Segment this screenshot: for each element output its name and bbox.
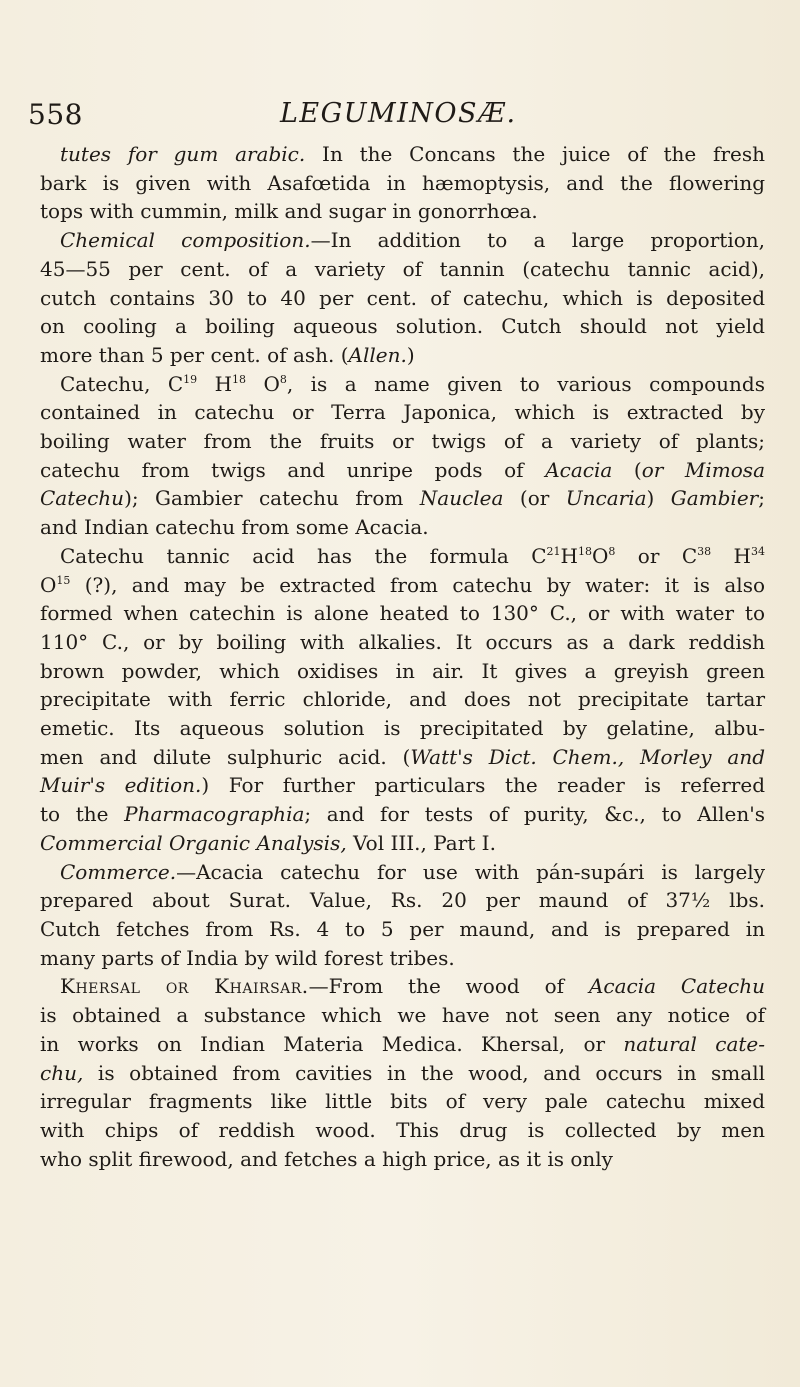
superscript: 18 bbox=[577, 544, 592, 558]
text-run: Nauclea bbox=[419, 486, 504, 511]
text-run: tutes for gum arabic. bbox=[60, 142, 306, 166]
text-line bbox=[40, 685, 765, 714]
text-line bbox=[40, 915, 765, 944]
superscript: 19 bbox=[183, 372, 198, 386]
text-run: Cutch fetches from Rs. 4 to 5 per maund, and is prepared in bbox=[40, 916, 765, 941]
text-run: precipitate with ferric chloride, and does not precipitate tartar bbox=[40, 687, 765, 712]
text-run: Commerce. bbox=[60, 859, 177, 884]
text-run: more than 5 per cent. of ash. ( bbox=[40, 342, 349, 367]
paragraph bbox=[40, 542, 765, 858]
text-run: irregular fragments like little bits of very pale catechu mixed bbox=[40, 1089, 765, 1114]
paragraph bbox=[40, 370, 765, 542]
text-run: boiling water from the fruits or twigs of a variety of plants; bbox=[40, 429, 765, 454]
page-header bbox=[28, 98, 768, 134]
text-run: chu, bbox=[40, 1060, 84, 1085]
text-line bbox=[40, 513, 765, 542]
text-run: ) bbox=[646, 486, 671, 511]
text-run: brown powder, which oxidises in air. It gives a greyish green bbox=[40, 658, 765, 683]
text-run: O bbox=[591, 543, 609, 568]
page-number: 558 bbox=[28, 98, 83, 131]
text-run: O bbox=[40, 572, 57, 597]
text-run: is obtained from cavities in the wood, and occurs in small bbox=[83, 1060, 765, 1085]
text-line bbox=[40, 284, 765, 313]
text-run: to the bbox=[40, 802, 125, 827]
text-run: ) For further particulars the reader is referred bbox=[201, 773, 766, 798]
text-run: prepared about Surat. Value, Rs. 20 per maund of 37½ lbs. bbox=[40, 888, 765, 913]
text-run: and Indian catechu from some Acacia. bbox=[40, 515, 429, 540]
text-run: H bbox=[197, 371, 233, 396]
text-line bbox=[40, 484, 765, 513]
text-run: , is a name given to various compounds bbox=[286, 371, 765, 396]
text-run: (?), and may be extracted from catechu by water: it is also bbox=[70, 572, 765, 597]
text-run: or Mimosa bbox=[641, 457, 765, 482]
text-run: Catechu, C bbox=[60, 371, 184, 396]
text-line bbox=[40, 398, 765, 427]
text-line bbox=[40, 972, 765, 1001]
text-run: O bbox=[246, 371, 280, 396]
text-run: Khersal or Khairsar. bbox=[60, 974, 309, 999]
text-line bbox=[40, 226, 765, 255]
text-run: ); Gambier catechu from bbox=[124, 486, 420, 511]
running-head: LEGUMINOSÆ. bbox=[280, 98, 517, 129]
text-run: Catechu tannic acid has the formula C bbox=[60, 543, 547, 568]
text-run: (or bbox=[503, 486, 566, 511]
text-run: contained in catechu or Terra Japonica, which is extracted by bbox=[40, 400, 765, 425]
superscript: 15 bbox=[56, 573, 71, 587]
paragraph bbox=[40, 972, 765, 1173]
text-run: is obtained a substance which we have not seen any notice of bbox=[40, 1003, 765, 1028]
text-line bbox=[40, 628, 765, 657]
text-line bbox=[40, 456, 765, 485]
text-run: —In addition to a large proportion, bbox=[310, 228, 765, 253]
text-run: Acacia bbox=[545, 457, 613, 482]
text-run: ; bbox=[758, 486, 765, 511]
text-line bbox=[40, 1030, 765, 1059]
text-line bbox=[40, 1059, 765, 1088]
body-text bbox=[40, 140, 765, 1173]
text-line bbox=[40, 1087, 765, 1116]
text-run: In the Concans the juice of the fresh bbox=[305, 142, 765, 166]
text-line bbox=[40, 370, 765, 399]
text-line bbox=[40, 427, 765, 456]
superscript: 18 bbox=[232, 372, 247, 386]
text-run: ( bbox=[612, 457, 642, 482]
text-run: H bbox=[711, 543, 751, 568]
text-run: —From the wood of bbox=[308, 974, 589, 999]
superscript: 8 bbox=[279, 372, 287, 386]
text-line bbox=[40, 1145, 765, 1174]
superscript: 8 bbox=[608, 544, 616, 558]
text-line bbox=[40, 255, 765, 284]
text-run: Muir's edition. bbox=[40, 773, 202, 798]
superscript: 21 bbox=[546, 544, 561, 558]
text-line bbox=[40, 771, 765, 800]
superscript: 38 bbox=[697, 544, 712, 558]
text-line bbox=[40, 542, 765, 571]
text-run: Vol III., Part I. bbox=[346, 830, 496, 855]
text-line bbox=[40, 599, 765, 628]
text-line bbox=[40, 858, 765, 887]
text-line bbox=[40, 886, 765, 915]
text-run: Watt's Dict. Chem., Morley and bbox=[410, 744, 765, 769]
text-run: Chemical composition. bbox=[60, 228, 311, 253]
text-run: who split firewood, and fetches a high price, as it is only bbox=[40, 1146, 613, 1171]
paragraph bbox=[40, 858, 765, 973]
text-run: ) bbox=[406, 342, 415, 367]
text-run: men and dilute sulphuric acid. ( bbox=[40, 744, 411, 769]
text-line bbox=[40, 197, 765, 226]
text-run: 110° C., or by boiling with alkalies. It occurs as a dark reddish bbox=[40, 629, 765, 654]
paragraph bbox=[40, 226, 765, 370]
text-run: Pharmacographia bbox=[124, 802, 305, 827]
text-run: many parts of India by wild forest tribes. bbox=[40, 945, 455, 970]
text-line bbox=[40, 800, 765, 829]
text-run: catechu from twigs and unripe pods of bbox=[40, 457, 546, 482]
text-run: on cooling a boiling aqueous solution. Cutch should not yield bbox=[40, 314, 765, 339]
text-run: in works on Indian Materia Medica. Khersal, or bbox=[40, 1031, 624, 1056]
text-run: cutch contains 30 to 40 per cent. of catechu, which is deposited bbox=[40, 285, 765, 310]
text-run: H bbox=[560, 543, 578, 568]
text-line bbox=[40, 657, 765, 686]
text-run: Uncaria bbox=[565, 486, 647, 511]
text-line bbox=[40, 1116, 765, 1145]
text-line bbox=[40, 743, 765, 772]
text-line bbox=[40, 944, 765, 973]
text-line bbox=[40, 169, 765, 198]
text-run: 45—55 per cent. of a variety of tannin (catechu tannic acid), bbox=[40, 256, 765, 281]
text-run: tops with cummin, milk and sugar in gonorrhœa. bbox=[40, 199, 538, 224]
text-line bbox=[40, 341, 765, 370]
text-run: Gambier bbox=[670, 486, 759, 511]
text-run: ; and for tests of purity, &c., to Allen's bbox=[304, 802, 766, 827]
text-run: bark is given with Asafœtida in hæmoptysis, and the flowering bbox=[40, 170, 765, 195]
text-run: emetic. Its aqueous solution is precipitated by gelatine, albu- bbox=[40, 716, 765, 741]
text-line bbox=[40, 1001, 765, 1030]
text-run: Catechu bbox=[40, 486, 125, 511]
text-run: Acacia Catechu bbox=[588, 974, 765, 999]
text-run: Allen. bbox=[348, 342, 407, 367]
text-run: with chips of reddish wood. This drug is collected by men bbox=[40, 1117, 765, 1142]
text-line bbox=[40, 571, 765, 600]
text-line bbox=[40, 829, 765, 858]
text-run: formed when catechin is alone heated to 130° C., or with water to bbox=[40, 601, 765, 626]
text-run: Commercial Organic Analysis, bbox=[40, 830, 347, 855]
text-line bbox=[40, 140, 765, 169]
paragraph bbox=[40, 140, 765, 226]
text-line bbox=[40, 312, 765, 341]
text-line bbox=[40, 714, 765, 743]
text-run: —Acacia catechu for use with pán-supári is largely bbox=[176, 859, 765, 884]
text-run: natural cate- bbox=[623, 1031, 765, 1056]
text-run: or C bbox=[615, 543, 698, 568]
superscript: 34 bbox=[751, 544, 765, 558]
